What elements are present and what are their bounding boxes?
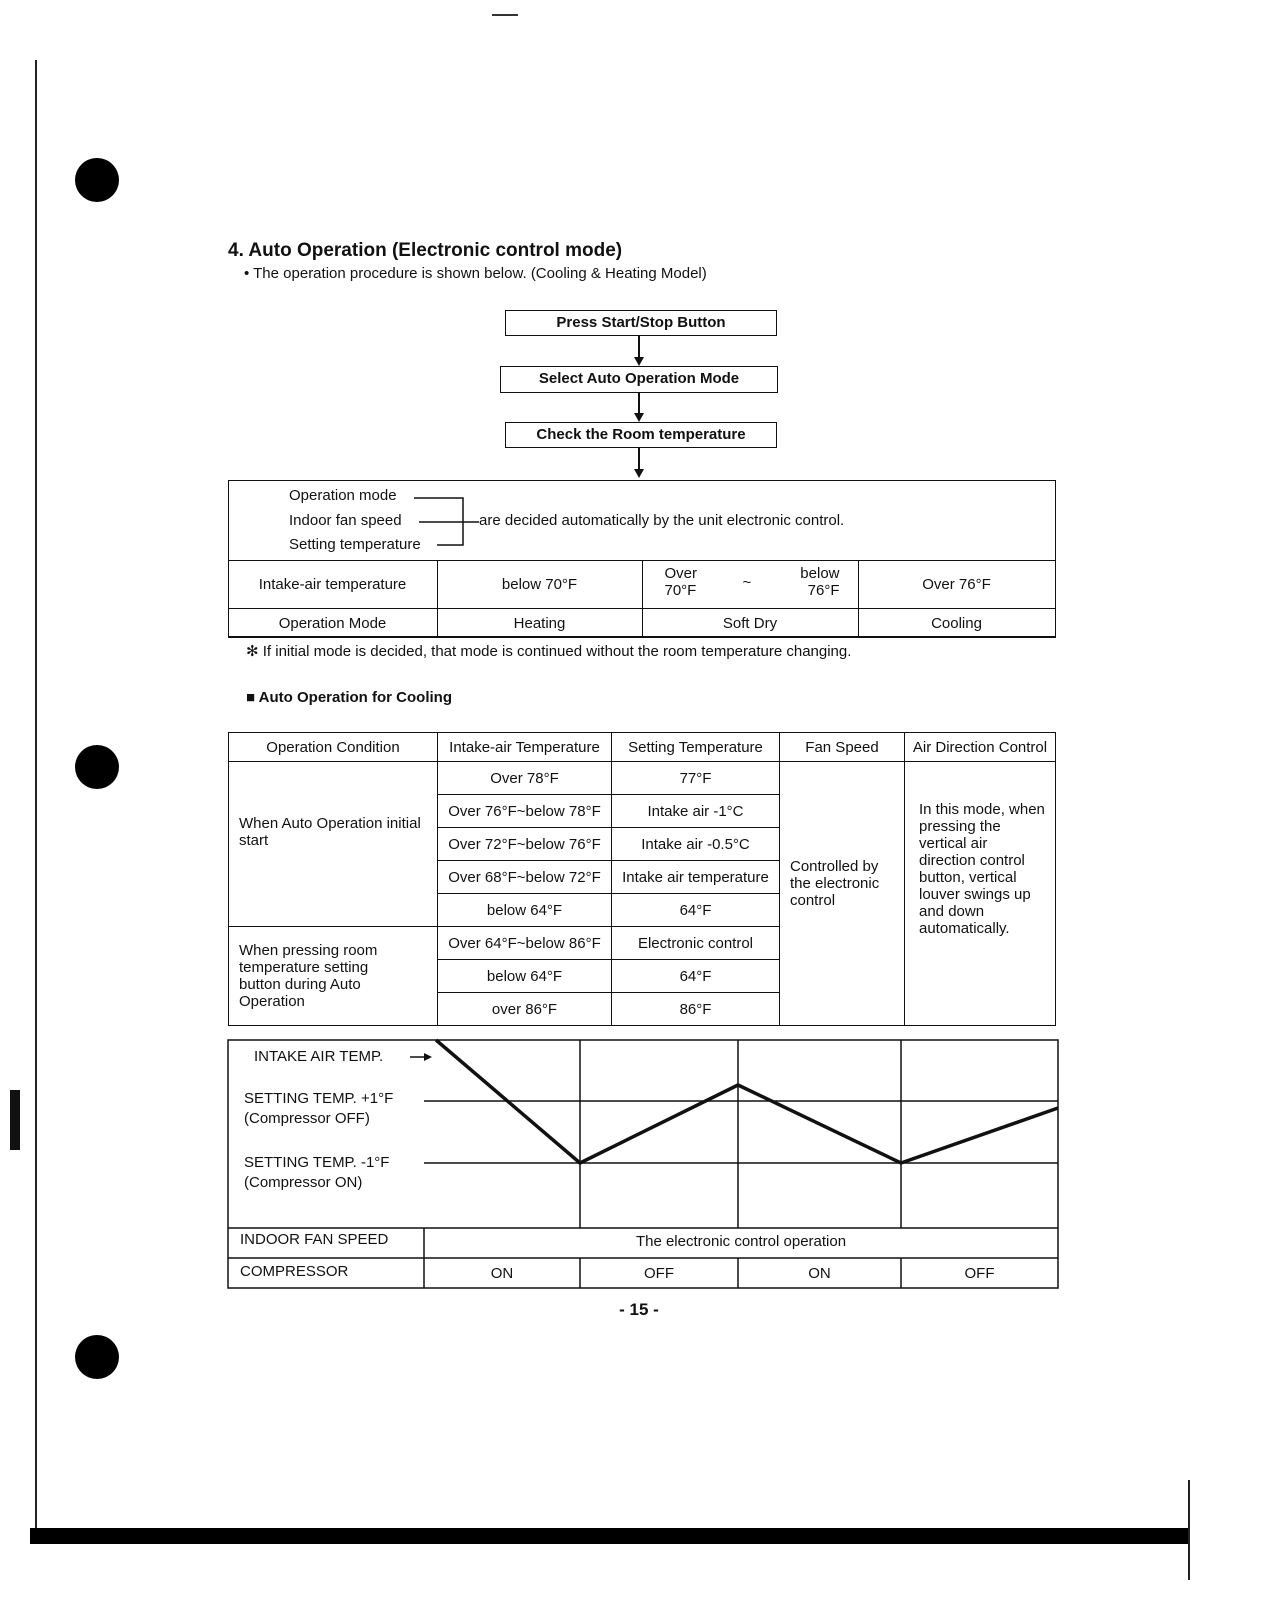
setting-cell: Electronic control [612, 927, 780, 960]
condition-initial-start: When Auto Operation initial start [229, 762, 438, 927]
flow-step-3: Check the Room temperature [505, 422, 777, 448]
section-heading: 4. Auto Operation (Electronic control mode) [228, 240, 623, 261]
dry-range-sep: ~ [742, 574, 752, 591]
intake-cell: below 64°F [438, 960, 612, 993]
flow-step-2: Select Auto Operation Mode [500, 366, 778, 393]
auto-item: Indoor fan speed [289, 512, 402, 529]
header-setting: Setting Temperature [612, 733, 780, 762]
air-direction-cell: In this mode, when pressing the vertical air direction control button, vertical louver swings up and down automatically. [905, 762, 1056, 1026]
setting-cell: Intake air -0.5°C [612, 828, 780, 861]
setting-cell: Intake air temperature [612, 861, 780, 894]
condition-pressing-button: When pressing room temperature setting button during Auto Operation [229, 927, 438, 1026]
intake-cell: over 86°F [438, 993, 612, 1026]
compressor-state: ON [490, 1265, 514, 1282]
intake-label: Intake-air temperature [228, 561, 437, 609]
compressor-state: OFF [964, 1265, 995, 1282]
auto-item: Operation mode [289, 487, 397, 504]
header-fan: Fan Speed [780, 733, 905, 762]
compressor-label: COMPRESSOR [240, 1263, 349, 1280]
intake-cell: Over 78°F [438, 762, 612, 795]
fan-speed-label: INDOOR FAN SPEED [240, 1231, 389, 1248]
setting-plus-label: SETTING TEMP. +1°F [244, 1090, 394, 1107]
setting-cell: Intake air -1°C [612, 795, 780, 828]
intake-cell: Over 76°F~below 78°F [438, 795, 612, 828]
dry-range-high: below 76°F [800, 565, 840, 599]
dry-range-low: Over 70°F [664, 565, 698, 599]
compressor-state: ON [808, 1265, 831, 1282]
setting-plus-sub: (Compressor OFF) [244, 1110, 370, 1127]
header-air-direction: Air Direction Control [905, 733, 1056, 762]
flow-step-1: Press Start/Stop Button [505, 310, 777, 336]
intake-cell: Over 68°F~below 72°F [438, 861, 612, 894]
intake-cell: below 64°F [438, 894, 612, 927]
intake-air-label: INTAKE AIR TEMP. [254, 1048, 384, 1065]
compressor-state: OFF [644, 1265, 674, 1282]
setting-minus-label: SETTING TEMP. -1°F [244, 1154, 390, 1171]
cooling-section-heading: ■ Auto Operation for Cooling [246, 689, 452, 706]
mode-cooling: Cooling [858, 609, 1055, 638]
setting-cell: 64°F [612, 960, 780, 993]
page-number: - 15 - [619, 1300, 659, 1319]
heating-range: below 70°F [437, 561, 642, 609]
fan-speed-value: The electronic control operation [635, 1233, 847, 1250]
header-condition: Operation Condition [229, 733, 438, 762]
mode-soft-dry: Soft Dry [642, 609, 858, 638]
decided-text: are decided automatically by the unit electronic control. [479, 512, 845, 529]
mode-heating: Heating [437, 609, 642, 638]
intake-cell: Over 72°F~below 76°F [438, 828, 612, 861]
mode-label: Operation Mode [228, 609, 437, 638]
setting-cell: 77°F [612, 762, 780, 795]
section-subheading: • The operation procedure is shown below. (Cooling & Heating Model) [244, 265, 707, 282]
cooling-range: Over 76°F [858, 561, 1055, 609]
setting-cell: 86°F [612, 993, 780, 1026]
intake-cell: Over 64°F~below 86°F [438, 927, 612, 960]
header-intake: Intake-air Temperature [438, 733, 612, 762]
setting-minus-sub: (Compressor ON) [244, 1174, 363, 1191]
fan-speed-cell: Controlled by the electronic control [780, 762, 905, 1026]
mode-note: ✻ If initial mode is decided, that mode is continued without the room temperature changing. [246, 643, 852, 660]
auto-item: Setting temperature [289, 536, 421, 553]
setting-cell: 64°F [612, 894, 780, 927]
